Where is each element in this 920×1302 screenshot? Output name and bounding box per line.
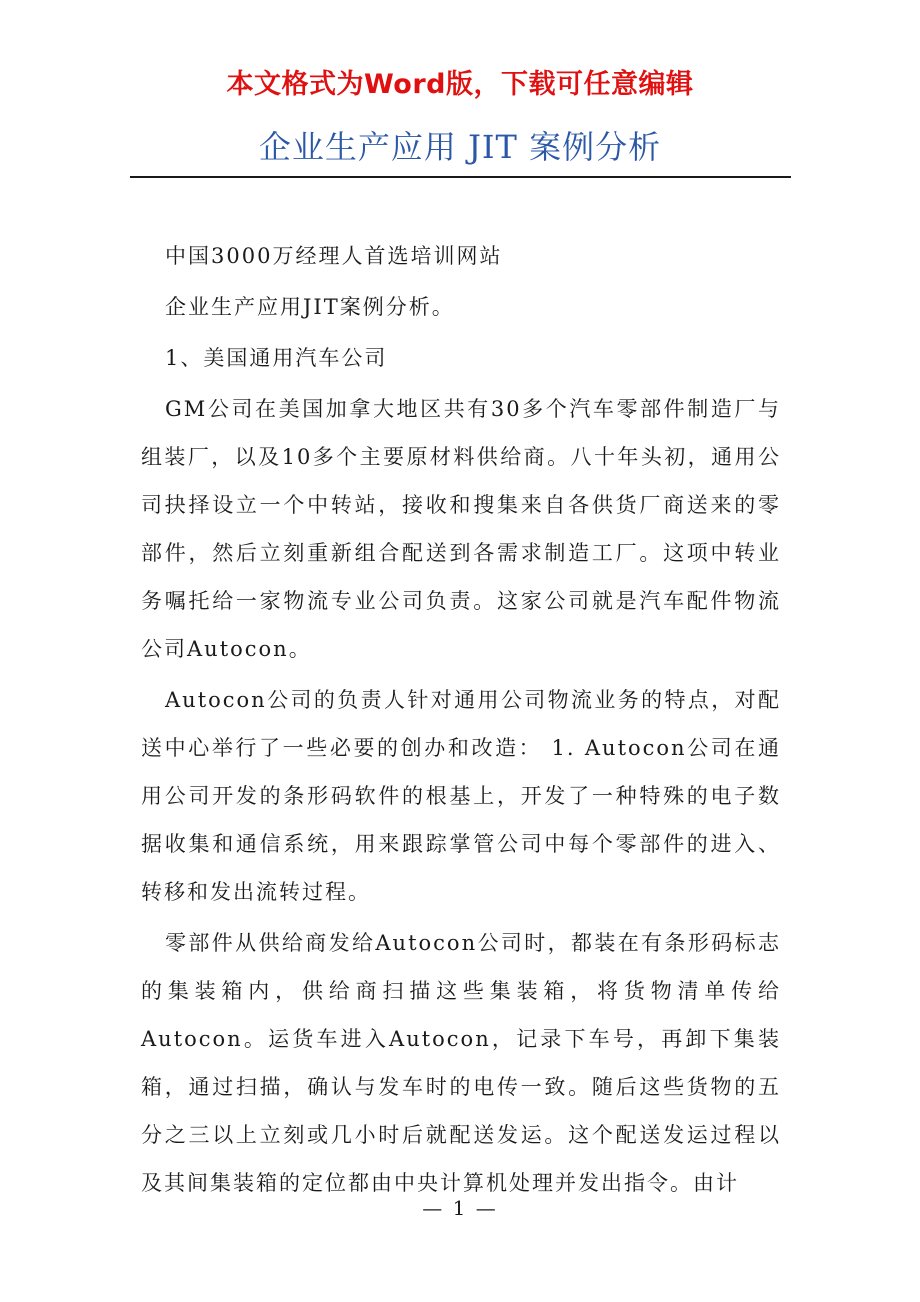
paragraph-gm-overview: GM公司在美国加拿大地区共有30多个汽车零部件制造厂与组装厂，以及10多个主要原材料供给商。八十年头初，通用公司抉择设立一个中转站，接收和搜集来自各供货厂商送来的零部件，然后立刻重新组合配送到各需求制造工厂。这项中转业务嘱托给一家物流专业公司负责。这家公司就是汽车配件物流公司Autocon。 — [141, 397, 781, 661]
paragraph-site-tagline: 中国3000万经理人首选培训网站 — [165, 244, 503, 268]
format-notice: 本文格式为Word版，下载可任意编辑 — [226, 69, 694, 100]
paragraph-subject: 企业生产应用JIT案例分析。 — [165, 295, 455, 319]
page-number: — 1 — — [422, 1196, 498, 1220]
section-heading-gm: 1、美国通用汽车公司 — [165, 346, 388, 370]
document-title: 企业生产应用 JIT 案例分析 — [258, 128, 662, 166]
title-divider — [130, 176, 791, 178]
paragraph-autocon-improvements: Autocon公司的负责人针对通用公司物流业务的特点，对配送中心举行了一些必要的创办和改造： 1. Autocon公司在通用公司开发的条形码软件的根基上，开发了一种特殊的电子数据收集和通信系统，用来跟踪掌管公司中每个零部件的进入、转移和发出流转过程。 — [141, 688, 781, 904]
paragraph-parts-flow: 零部件从供给商发给Autocon公司时，都装在有条形码标志的集装箱内，供给商扫描这些集装箱，将货物清单传给Autocon。运货车进入Autocon，记录下车号，再卸下集装箱，通过扫描，确认与发车时的电传一致。随后这些货物的五分之三以上立刻或几小时后就配送发运。这个配送发运过程以及其间集装箱的定位都由中央计算机处理并发出指令。由计 — [141, 931, 781, 1195]
document-body — [141, 232, 781, 1210]
